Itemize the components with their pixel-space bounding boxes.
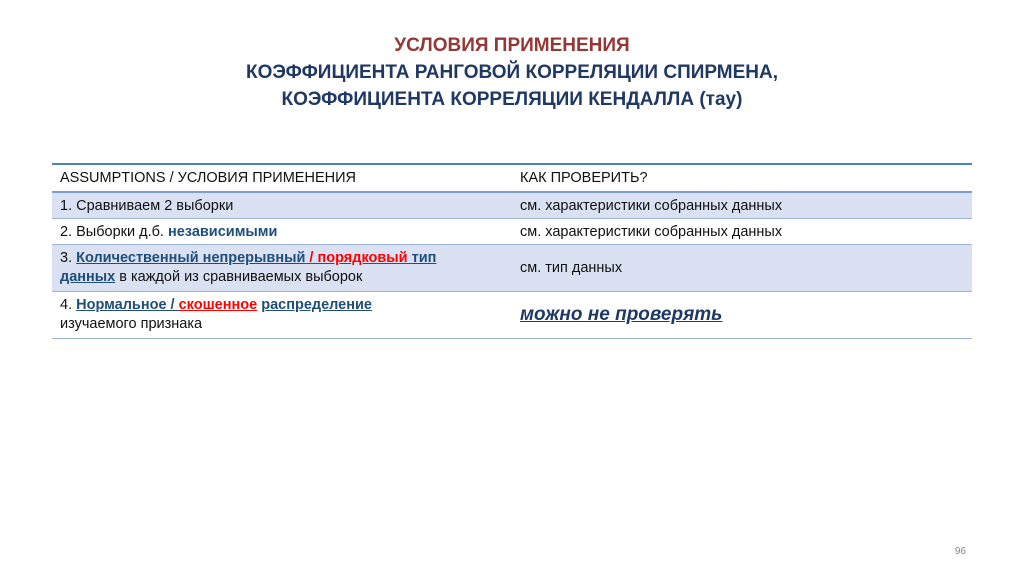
row3-rest: в каждой из сравниваемых выборок bbox=[115, 269, 363, 285]
table-row bbox=[52, 219, 972, 245]
table-header-row bbox=[52, 164, 972, 192]
row4-line2: изучаемого признака bbox=[60, 316, 203, 332]
header-assumptions: ASSUMPTIONS / УСЛОВИЯ ПРИМЕНЕНИЯ bbox=[52, 164, 512, 192]
row3-quantitative: Количественный непрерывный bbox=[76, 250, 306, 266]
table-row bbox=[52, 292, 972, 339]
row3-ordinal: / порядковый bbox=[305, 250, 412, 266]
row2-emphasis: независимыми bbox=[167, 223, 278, 240]
page-number: 96 bbox=[954, 546, 966, 557]
row3-num: 3. bbox=[60, 250, 77, 266]
row4-check-text: можно не проверять bbox=[520, 303, 723, 325]
table-row bbox=[52, 245, 972, 292]
slide-title bbox=[0, 32, 1024, 113]
row4-normal: Нормальное / bbox=[76, 297, 179, 313]
row1-condition: 1. Сравниваем 2 выборки bbox=[60, 197, 234, 214]
row4-condition bbox=[52, 292, 512, 339]
title-line-3: КОЭФФИЦИЕНТА КОРРЕЛЯЦИИ КЕНДАЛЛА (тау) bbox=[281, 89, 743, 110]
row2-prefix: 2. Выборки д.б. bbox=[60, 223, 168, 240]
table-row bbox=[52, 192, 972, 219]
title-line-2: КОЭФФИЦИЕНТА РАНГОВОЙ КОРРЕЛЯЦИИ СПИРМЕНА, bbox=[245, 62, 779, 83]
row4-distribution: распределение bbox=[261, 297, 372, 313]
row3-check: см. тип данных bbox=[520, 259, 623, 276]
row3-condition bbox=[52, 245, 512, 292]
row3-type: тип bbox=[411, 250, 437, 266]
row4-check bbox=[512, 292, 972, 339]
row4-skewed: скошенное bbox=[178, 297, 258, 313]
row4-num: 4. bbox=[60, 297, 77, 313]
header-how-to-check: КАК ПРОВЕРИТЬ? bbox=[512, 164, 972, 192]
row1-check: см. характеристики собранных данных bbox=[520, 197, 783, 214]
assumptions-table bbox=[52, 163, 972, 339]
row2-check: см. характеристики собранных данных bbox=[520, 223, 783, 240]
title-line-1: УСЛОВИЯ ПРИМЕНЕНИЯ bbox=[394, 35, 630, 56]
row2-condition bbox=[52, 219, 512, 245]
row3-data-word: данных bbox=[60, 269, 116, 285]
